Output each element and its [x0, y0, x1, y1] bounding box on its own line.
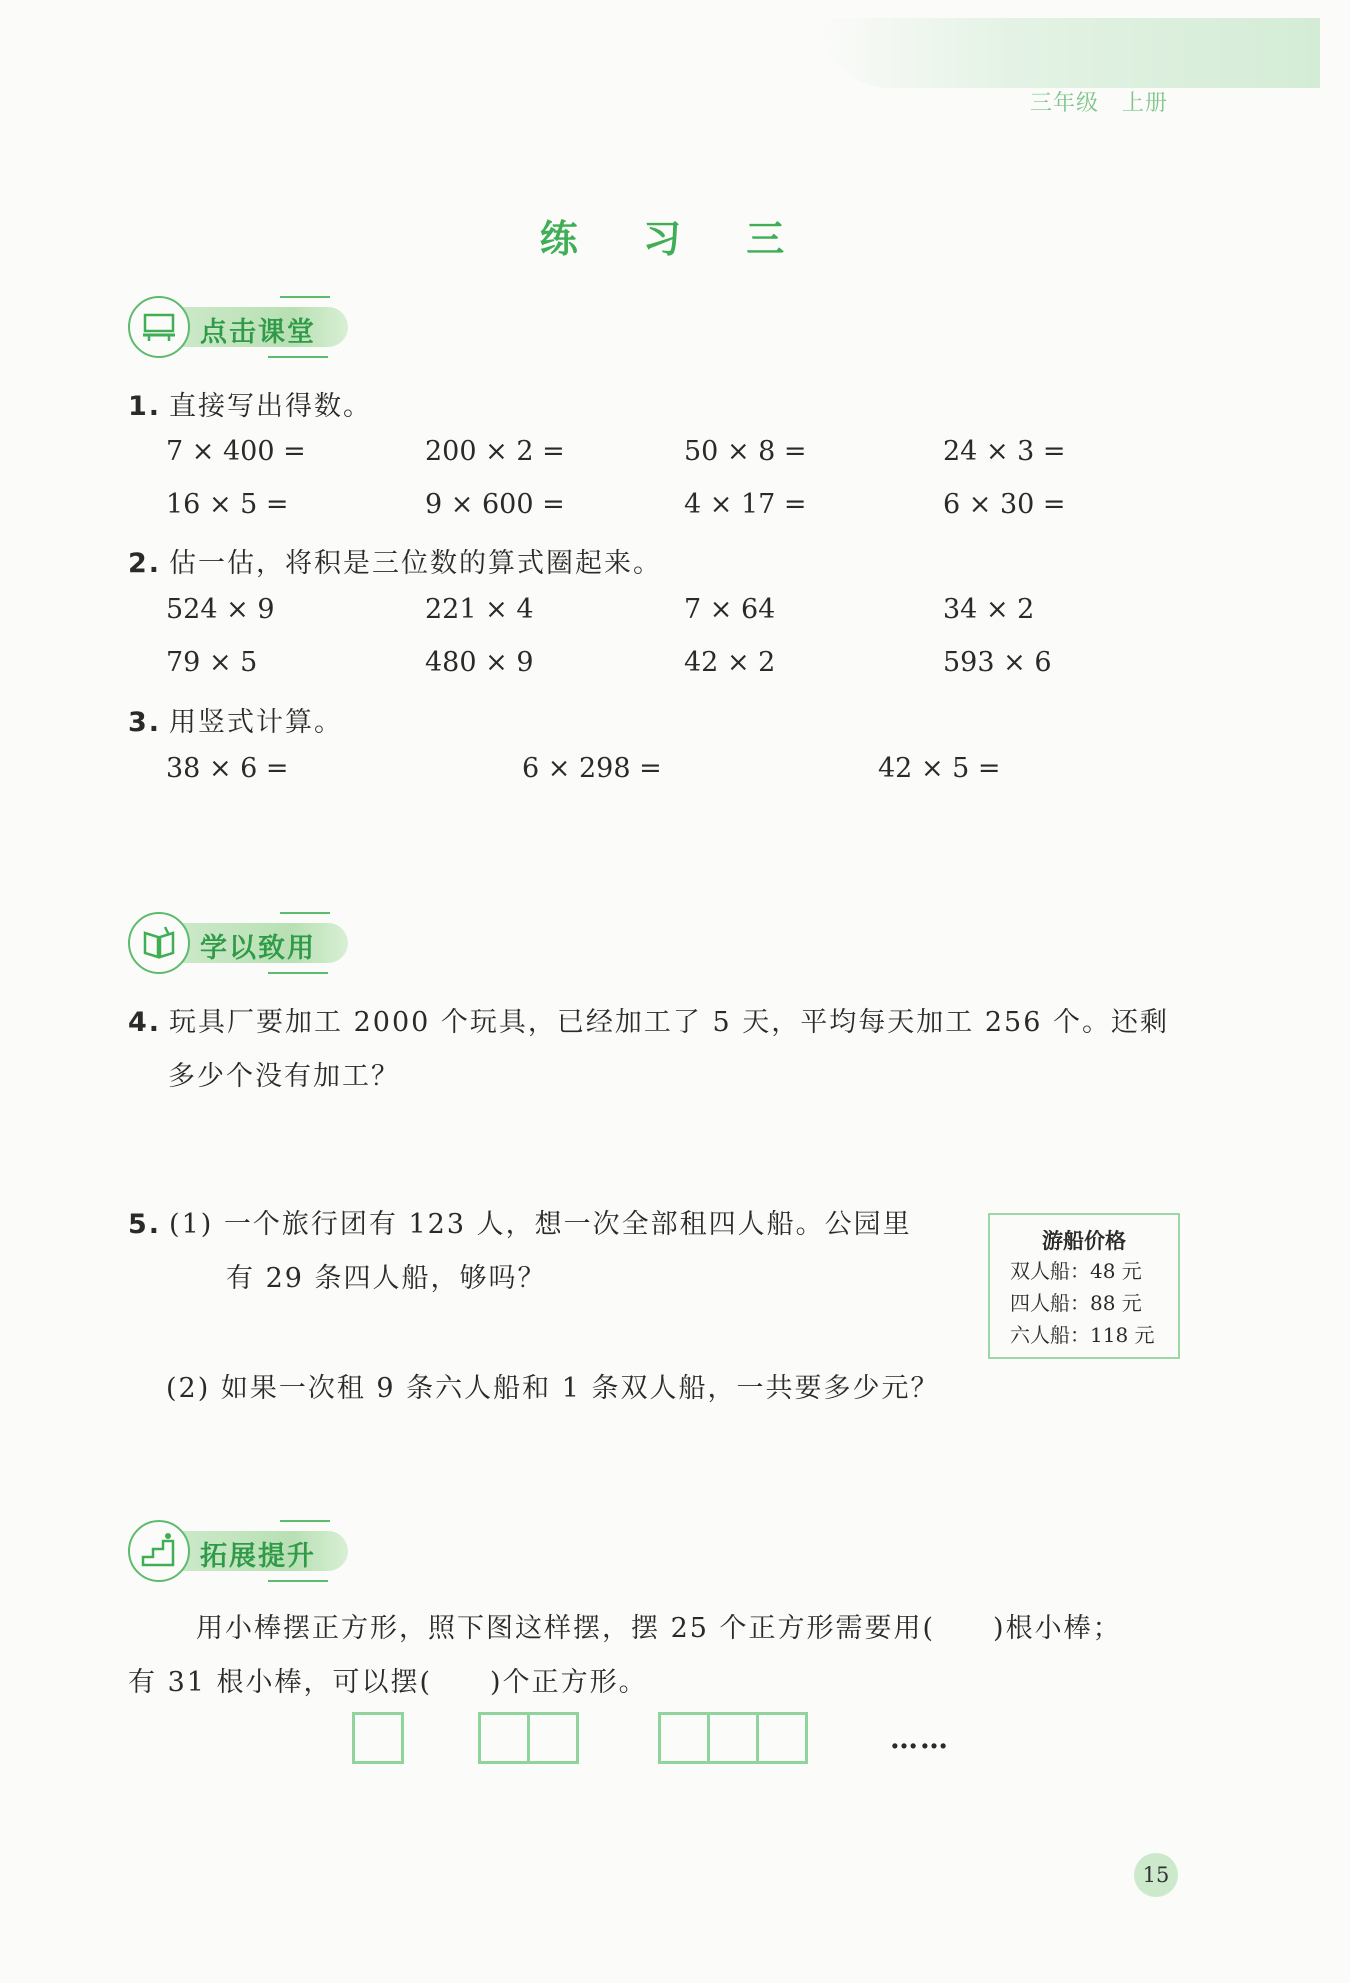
question-text: 用竖式计算。: [169, 707, 344, 738]
question-5: [128, 1202, 912, 1241]
question-4: [128, 1000, 1169, 1039]
question-number: 5.: [128, 1209, 162, 1240]
question-text: 估一估，将积是三位数的算式圈起来。: [169, 548, 663, 579]
extension-question: 用小棒摆正方形，照下图这样摆，摆 25 个正方形需要用( )根小棒；: [196, 1613, 1122, 1644]
question-number: 1.: [128, 391, 162, 422]
price-line: 双人船：48 元: [1010, 1259, 1142, 1283]
badge-decoration: [268, 972, 328, 974]
header-decoration: [820, 18, 1320, 88]
expression: 6 × 30 =: [943, 489, 1066, 520]
question-4-continued: 多少个没有加工？: [168, 1061, 400, 1092]
expression: 24 × 3 =: [943, 436, 1066, 467]
page-title: 练 习 三: [539, 217, 811, 261]
extension-question-continued: 有 31 根小棒，可以摆( )个正方形。: [128, 1667, 648, 1698]
expression: 593 × 6: [943, 647, 1052, 678]
section-badge-apply: [128, 912, 348, 974]
expression: 524 × 9: [166, 594, 275, 625]
stick-square: [756, 1712, 808, 1764]
expression: 38 × 6 =: [166, 753, 289, 784]
expression: 42 × 2: [684, 647, 776, 678]
stick-square: [527, 1712, 579, 1764]
badge-decoration: [268, 356, 328, 358]
stick-square: [478, 1712, 530, 1764]
expression: 34 × 2: [943, 594, 1035, 625]
expression: 16 × 5 =: [166, 489, 289, 520]
expression: 9 × 600 =: [425, 489, 565, 520]
expression: 7 × 400 =: [166, 436, 306, 467]
stick-square: [352, 1712, 404, 1764]
badge-decoration: [280, 296, 330, 298]
question-5-part-2: [166, 1366, 940, 1405]
stairs-icon: [128, 1520, 190, 1582]
section-title: 学以致用: [200, 933, 316, 964]
question-text: 一个旅行团有 123 人，想一次全部租四人船。公园里: [223, 1209, 912, 1240]
expression: 79 × 5: [166, 647, 258, 678]
expression: 6 × 298 =: [522, 753, 662, 784]
expression: 4 × 17 =: [684, 489, 807, 520]
badge-decoration: [280, 1520, 330, 1522]
expression: 221 × 4: [425, 594, 534, 625]
section-title: 拓展提升: [200, 1541, 316, 1572]
question-number: 2.: [128, 548, 162, 579]
ellipsis: ……: [890, 1722, 950, 1755]
expression: 42 × 5 =: [878, 753, 1001, 784]
question-text: 玩具厂要加工 2000 个玩具，已经加工了 5 天，平均每天加工 256 个。还剩: [169, 1007, 1169, 1038]
page-number: 15: [1134, 1853, 1178, 1897]
stick-square: [658, 1712, 710, 1764]
stick-square: [707, 1712, 759, 1764]
price-table-title: 游船价格: [1042, 1229, 1126, 1253]
expression: 200 × 2 =: [425, 436, 565, 467]
question-text: 直接写出得数。: [169, 391, 373, 422]
expression: 480 × 9: [425, 647, 534, 678]
expression: 7 × 64: [684, 594, 776, 625]
book-icon: [128, 912, 190, 974]
part-label: (2): [166, 1373, 211, 1404]
section-badge-extend: [128, 1520, 348, 1582]
question-1: [128, 384, 372, 423]
badge-decoration: [268, 1580, 328, 1582]
expression: 50 × 8 =: [684, 436, 807, 467]
question-number: 3.: [128, 707, 162, 738]
question-number: 4.: [128, 1007, 162, 1038]
question-2: [128, 541, 662, 580]
price-line: 六人船：118 元: [1010, 1323, 1155, 1347]
section-title: 点击课堂: [200, 317, 316, 348]
price-table: [988, 1213, 1180, 1359]
classroom-icon: [128, 296, 190, 358]
question-text: 如果一次租 9 条六人船和 1 条双人船，一共要多少元？: [220, 1373, 940, 1404]
section-badge-classroom: [128, 296, 348, 358]
part-label: (1): [169, 1209, 214, 1240]
question-5-continued: 有 29 条四人船，够吗？: [226, 1263, 547, 1294]
grade-label: 三年级 上册: [1030, 91, 1169, 116]
question-3: [128, 700, 343, 739]
price-line: 四人船：88 元: [1010, 1291, 1142, 1315]
badge-decoration: [280, 912, 330, 914]
